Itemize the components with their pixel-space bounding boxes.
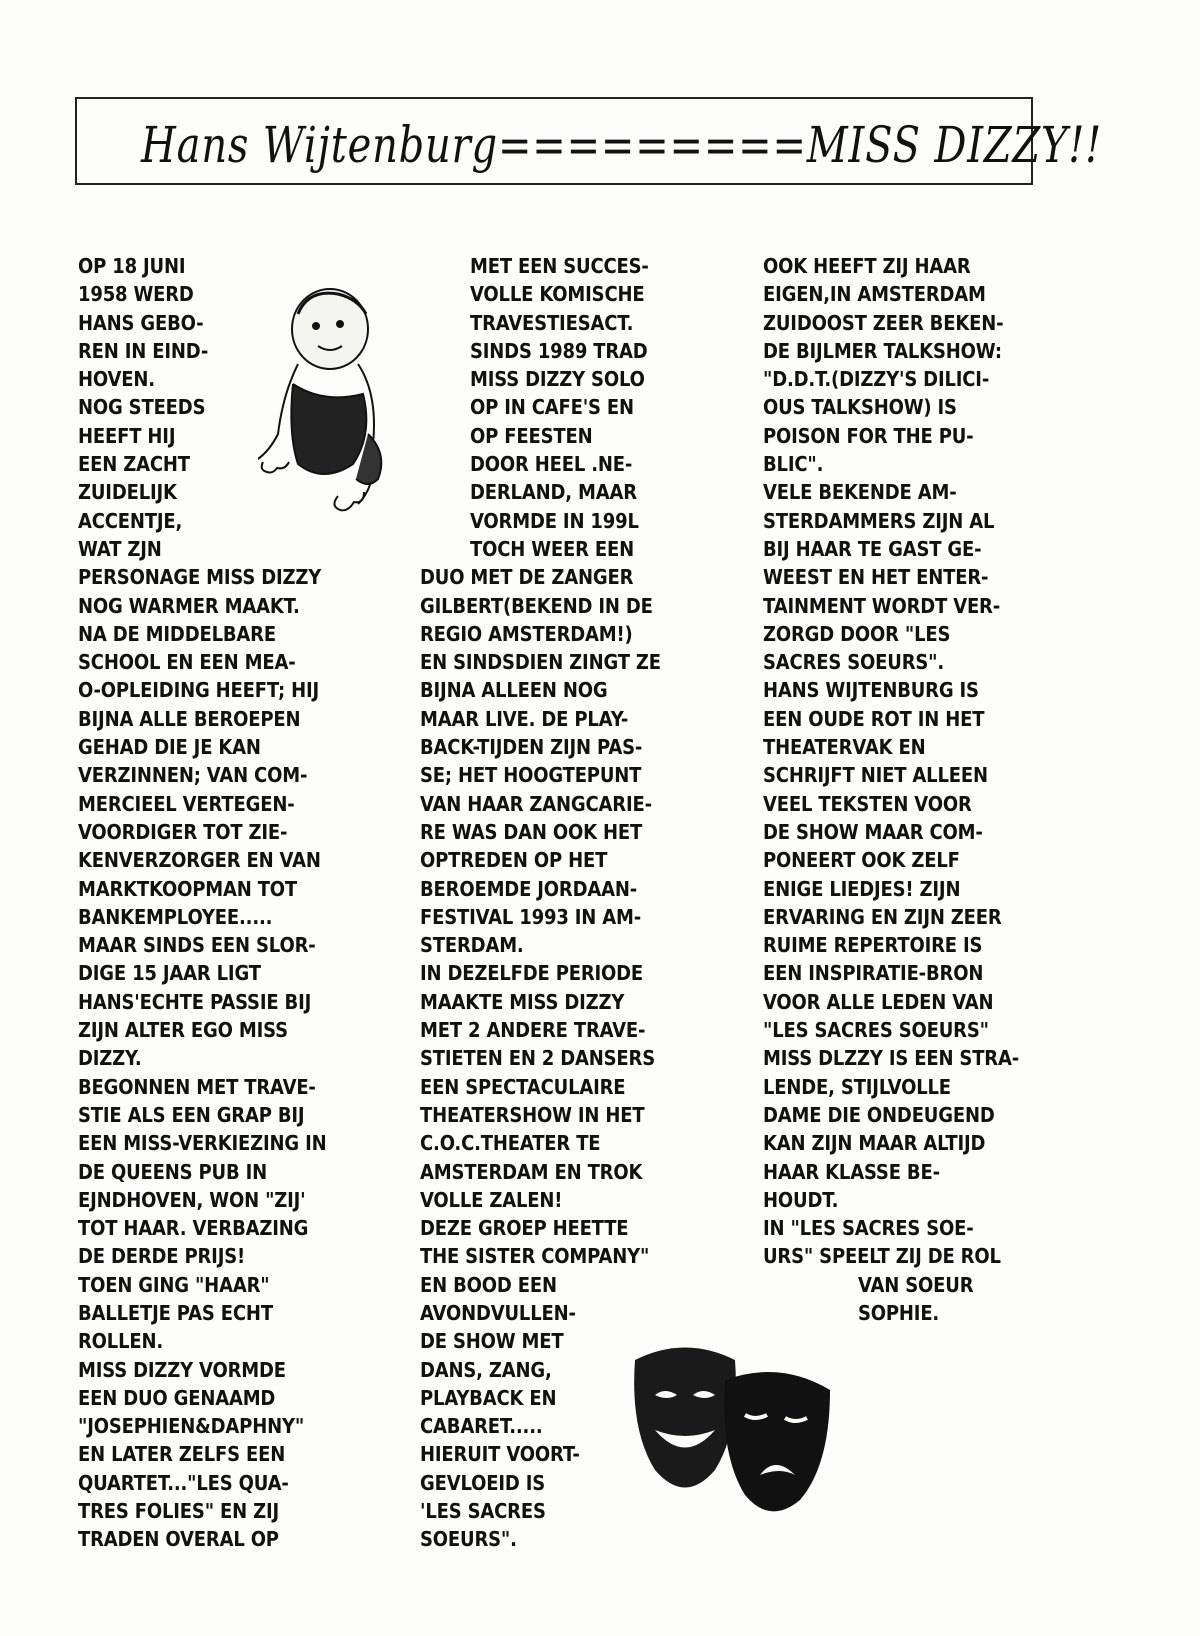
text-line-content: MISS DIZZY VORMDE [78,1357,286,1382]
text-line [763,507,1053,535]
text-line-content: BEGONNEN MET TRAVE- [78,1074,316,1099]
text-line [763,761,1053,789]
text-line-content: QUARTET..."LES QUA- [78,1470,289,1495]
text-line-content: VELE BEKENDE AM- [763,480,957,505]
text-line-content: "D.D.T.(DIZZY'S DILICI- [763,367,990,392]
text-line-content: BALLETJE PAS ECHT [78,1300,273,1325]
text-line [420,1016,710,1044]
text-line-content: BIJ HAAR TE GAST GE- [763,536,982,561]
text-line [763,337,1053,365]
text-line-content: WEEST EN HET ENTER- [763,565,989,590]
text-line [420,1242,710,1270]
text-line-content: AVONDVULLEN- [420,1300,576,1325]
text-line [78,1356,368,1384]
text-line [78,1497,368,1525]
text-line-content: HANS GEBO- [78,310,204,335]
text-line-content: EN BOOD EEN [420,1272,557,1297]
text-line [420,280,710,308]
text-line-content: DE SHOW MET [420,1329,564,1354]
text-line-content: EEN SPECTACULAIRE [420,1074,626,1099]
text-line [78,1384,368,1412]
text-line-content: MAAR LIVE. DE PLAY- [420,706,629,731]
text-line [420,959,710,987]
text-line [78,959,368,987]
text-line [78,1525,368,1553]
text-line [763,252,1053,280]
theatre-masks-illustration [625,1340,845,1520]
text-line [420,761,710,789]
text-line [763,450,1053,478]
text-line-content: ZUIDOOST ZEER BEKEN- [763,310,1004,335]
text-line [420,252,710,280]
text-line-content: NOG STEEDS [78,395,206,420]
text-line-content: BLIC". [763,452,824,477]
text-line-content: DAME DIE ONDEUGEND [763,1102,995,1127]
text-line-content: HEEFT HIJ [78,423,176,448]
text-line-content: SE; HET HOOGTEPUNT [420,763,642,788]
text-line [763,1158,1053,1186]
text-line-content: AMSTERDAM EN TROK [420,1159,643,1184]
text-line [78,1440,368,1468]
text-line-content: HANS WIJTENBURG IS [763,678,979,703]
text-line-content: REN IN EIND- [78,338,209,363]
text-line [420,1044,710,1072]
text-line [78,1158,368,1186]
text-line [763,931,1053,959]
text-line-content: 'LES SACRES [420,1499,546,1524]
text-line [763,1044,1053,1072]
text-line-content: EEN ZACHT [78,452,190,477]
text-line [78,252,368,280]
text-line-content: STIETEN EN 2 DANSERS [420,1046,655,1071]
text-line [78,988,368,1016]
text-line-content: THE SISTER COMPANY" [420,1244,650,1269]
text-line-content: MISS DLZZY IS EEN STRA- [763,1046,1020,1071]
text-line [78,1186,368,1214]
text-line [763,309,1053,337]
text-line-content: VERZINNEN; VAN COM- [78,763,308,788]
text-line-content: TOEN GING "HAAR" [78,1272,270,1297]
text-line-content: IN DEZELFDE PERIODE [420,961,644,986]
text-line [420,705,710,733]
text-line-content: VOORDIGER TOT ZIE- [78,819,288,844]
text-line-content: TRES FOLIES" EN ZIJ [78,1499,279,1524]
text-line-content: SINDS 1989 TRAD [470,338,648,363]
text-line-content: KAN ZIJN MAAR ALTIJD [763,1131,986,1156]
text-line-content: OOK HEEFT ZIJ HAAR [763,254,971,278]
text-line [763,790,1053,818]
text-line-content: BEROEMDE JORDAAN- [420,876,638,901]
text-line [763,676,1053,704]
text-column-3 [763,252,1053,1327]
text-line-content: EIGEN,IN AMSTERDAM [763,282,986,307]
text-line [420,1158,710,1186]
text-line-content: RE WAS DAN OOK HET [420,819,643,844]
text-line [78,1073,368,1101]
text-line-content: HOUDT. [763,1187,839,1212]
text-line-content: HOVEN. [78,367,155,392]
text-line [763,620,1053,648]
text-line-content: URS" SPEELT ZIJ DE ROL [763,1244,1001,1269]
text-line-content: DANS, ZANG, [420,1357,552,1382]
text-line-content: NA DE MIDDELBARE [78,621,276,646]
text-line-content: ROLLEN. [78,1329,164,1354]
text-line-content: EN LATER ZELFS EEN [78,1442,286,1467]
text-line [763,1186,1053,1214]
text-line [763,875,1053,903]
text-line [420,450,710,478]
text-line [420,507,710,535]
text-line [763,648,1053,676]
text-line [763,563,1053,591]
text-line-content: DIGE 15 JAAR LIGT [78,961,261,986]
text-line-content: CABARET..... [420,1414,543,1439]
text-line-content: EEN MISS-VERKIEZING IN [78,1131,327,1156]
text-line-content: "LES SACRES SOEURS" [763,1018,989,1043]
text-line-content: MISS DIZZY SOLO [470,367,645,392]
text-line-content: PLAYBACK EN [420,1385,557,1410]
text-line-content: DE SHOW MAAR COM- [763,819,983,844]
text-line-content: EEN DUO GENAAMD [78,1385,276,1410]
text-line-content: WAT ZJN [78,536,162,561]
text-line [78,846,368,874]
text-line [763,280,1053,308]
text-line [763,1214,1053,1242]
text-line-content: BANKEMPLOYEE..... [78,904,273,929]
text-line-content: PONEERT OOK ZELF [763,848,960,873]
text-line-content: REGIO AMSTERDAM!) [420,621,633,646]
text-line-content: POISON FOR THE PU- [763,423,974,448]
text-line [420,1073,710,1101]
text-line-content: VOLLE KOMISCHE [470,282,645,307]
text-line-content: SCHRIJFT NIET ALLEEN [763,763,988,788]
text-line-content: LENDE, STIJLVOLLE [763,1074,951,1099]
text-line [78,931,368,959]
text-line-content: DOOR HEEL .NE- [470,452,633,477]
text-line-content: OP 18 JUNI [78,254,186,278]
text-line [78,790,368,818]
text-line [420,903,710,931]
text-line-content: BIJNA ALLE BEROEPEN [78,706,301,731]
text-line-content: "JOSEPHIEN&DAPHNY" [78,1414,305,1439]
text-line [78,818,368,846]
text-line [763,1101,1053,1129]
text-line [420,875,710,903]
text-line [420,988,710,1016]
text-line [420,563,710,591]
text-line-content: SACRES SOEURS". [763,650,945,675]
text-line-content: VOOR ALLE LEDEN VAN [763,989,994,1014]
text-line-content: OP IN CAFE'S EN [470,395,634,420]
text-line-content: EEN INSPIRATIE-BRON [763,961,984,986]
text-line-content: STERDAMMERS ZIJN AL [763,508,995,533]
text-line-content: ENIGE LIEDJES! ZIJN [763,876,961,901]
text-line-content: PERSONAGE MISS DIZZY [78,565,322,590]
text-line-content: VAN HAAR ZANGCARIE- [420,791,652,816]
text-line [420,1525,710,1553]
text-line-content: ZIJN ALTER EGO MISS [78,1018,288,1043]
text-line [420,592,710,620]
text-line-content: BACK-TIJDEN ZIJN PAS- [420,735,643,760]
text-line-content: TOT HAAR. VERBAZING [78,1216,309,1241]
text-line-content: DEZE GROEP HEETTE [420,1216,629,1241]
text-line-content: NOG WARMER MAAKT. [78,593,300,618]
text-line-content: VEEL TEKSTEN VOOR [763,791,972,816]
text-line-content: MERCIEEL VERTEGEN- [78,791,295,816]
text-line-content: C.O.C.THEATER TE [420,1131,601,1156]
text-line [763,1129,1053,1157]
text-line [78,733,368,761]
text-line-content: DE DERDE PRIJS! [78,1244,246,1269]
text-line-content: KENVERZORGER EN VAN [78,848,321,873]
text-line-content: O-OPLEIDING HEEFT; HIJ [78,678,320,703]
text-line-content: THEATERSHOW IN HET [420,1102,645,1127]
text-line [78,1101,368,1129]
text-line-content: ACCENTJE, [78,508,183,533]
text-line-content: ZUIDELIJK [78,480,177,505]
baby-illustration [258,284,398,534]
text-line-content: MAAKTE MISS DIZZY [420,989,625,1014]
text-line-content: EEN OUDE ROT IN HET [763,706,985,731]
text-line [763,705,1053,733]
text-line-content: TRAVESTIESACT. [470,310,634,335]
text-line [420,790,710,818]
text-line-content: MAAR SINDS EEN SLOR- [78,933,316,958]
page-title: Hans Wijtenburg=========MISS DIZZY!! [141,116,1102,174]
text-line [78,705,368,733]
text-line-content: HIERUIT VOORT- [420,1442,580,1467]
text-line-content: MARKTKOOPMAN TOT [78,876,298,901]
text-line-content: EJNDHOVEN, WON "ZIJ' [78,1187,306,1212]
text-line-content: GEVLOEID IS [420,1470,546,1495]
text-line-content: ERVARING EN ZIJN ZEER [763,904,1002,929]
text-line-content: ZORGD DOOR "LES [763,621,951,646]
text-line [78,875,368,903]
text-line-content: VOLLE ZALEN! [420,1187,563,1212]
text-line [763,365,1053,393]
title-banner [75,97,1102,185]
text-line-content: BIJNA ALLEEN NOG [420,678,608,703]
text-line [78,903,368,931]
text-line [78,563,368,591]
text-line [420,309,710,337]
text-line [78,1044,368,1072]
text-line [78,1299,368,1327]
text-line [763,478,1053,506]
text-line [763,1271,1053,1299]
text-line [78,1129,368,1157]
text-line [763,422,1053,450]
text-line-content: HANS'ECHTE PASSIE BIJ [78,989,312,1014]
text-line-content: RUIME REPERTOIRE IS [763,933,983,958]
text-line [420,535,710,563]
text-line [78,1214,368,1242]
text-line-content: OPTREDEN OP HET [420,848,608,873]
text-line-content: DE QUEENS PUB IN [78,1159,267,1184]
text-line-content: GEHAD DIE JE KAN [78,735,261,760]
text-line [420,620,710,648]
text-line-content: HAAR KLASSE BE- [763,1159,940,1184]
text-line [78,1327,368,1355]
text-line [420,478,710,506]
text-line [420,1214,710,1242]
text-line [763,1073,1053,1101]
text-line-content: DE BIJLMER TALKSHOW: [763,338,1002,363]
text-line [78,535,368,563]
text-line [763,733,1053,761]
text-line [78,1469,368,1497]
text-line-content: FESTIVAL 1993 IN AM- [420,904,642,929]
text-line [420,365,710,393]
text-line [763,393,1053,421]
text-line [420,648,710,676]
text-line-content: MET 2 ANDERE TRAVE- [420,1018,646,1043]
text-line-content: SCHOOL EN EEN MEA- [78,650,296,675]
text-line [420,676,710,704]
text-line [763,592,1053,620]
text-line [420,733,710,761]
text-line [78,592,368,620]
text-line-content: TRADEN OVERAL OP [78,1527,279,1552]
text-line [763,1242,1053,1270]
text-line [78,676,368,704]
text-line-content: DIZZY. [78,1046,142,1071]
text-line [420,422,710,450]
text-line-content: THEATERVAK EN [763,735,926,760]
text-line [78,1412,368,1440]
text-line [78,1271,368,1299]
text-line [763,903,1053,931]
text-line-content: TAINMENT WORDT VER- [763,593,1001,618]
text-line-content: TOCH WEER EEN [470,536,635,561]
text-line [420,1129,710,1157]
text-line-content: DERLAND, MAAR [470,480,637,505]
text-line [420,1299,710,1327]
text-line [763,535,1053,563]
text-line-content: STERDAM. [420,933,524,958]
text-line-content: VORMDE IN 199L [470,508,639,533]
text-line-content: VAN SOEUR [858,1272,974,1297]
text-line [420,1271,710,1299]
text-line [763,846,1053,874]
text-line [78,761,368,789]
text-line [420,1101,710,1129]
text-line [420,1186,710,1214]
text-line [420,846,710,874]
text-line [763,959,1053,987]
text-line [420,393,710,421]
text-line-content: STIE ALS EEN GRAP BIJ [78,1102,305,1127]
text-line [78,1242,368,1270]
text-line [763,988,1053,1016]
text-line-content: EN SINDSDIEN ZINGT ZE [420,650,661,675]
text-line [78,648,368,676]
text-line-content: OP FEESTEN [470,423,593,448]
text-line-content: DUO MET DE ZANGER [420,565,634,590]
text-line [763,818,1053,846]
text-line-content: SOPHIE. [858,1300,940,1325]
text-line [763,1016,1053,1044]
text-line-content: GILBERT(BEKEND IN DE [420,593,653,618]
text-line-content: 1958 WERD [78,282,194,307]
text-line [420,818,710,846]
text-line [78,620,368,648]
text-line [420,337,710,365]
text-line-content: OUS TALKSHOW) IS [763,395,957,420]
text-line [763,1299,1053,1327]
text-line-content: IN "LES SACRES SOE- [763,1216,974,1241]
text-line [78,1016,368,1044]
text-line-content: SOEURS". [420,1527,517,1552]
text-line [420,931,710,959]
text-line-content: MET EEN SUCCES- [470,254,649,278]
